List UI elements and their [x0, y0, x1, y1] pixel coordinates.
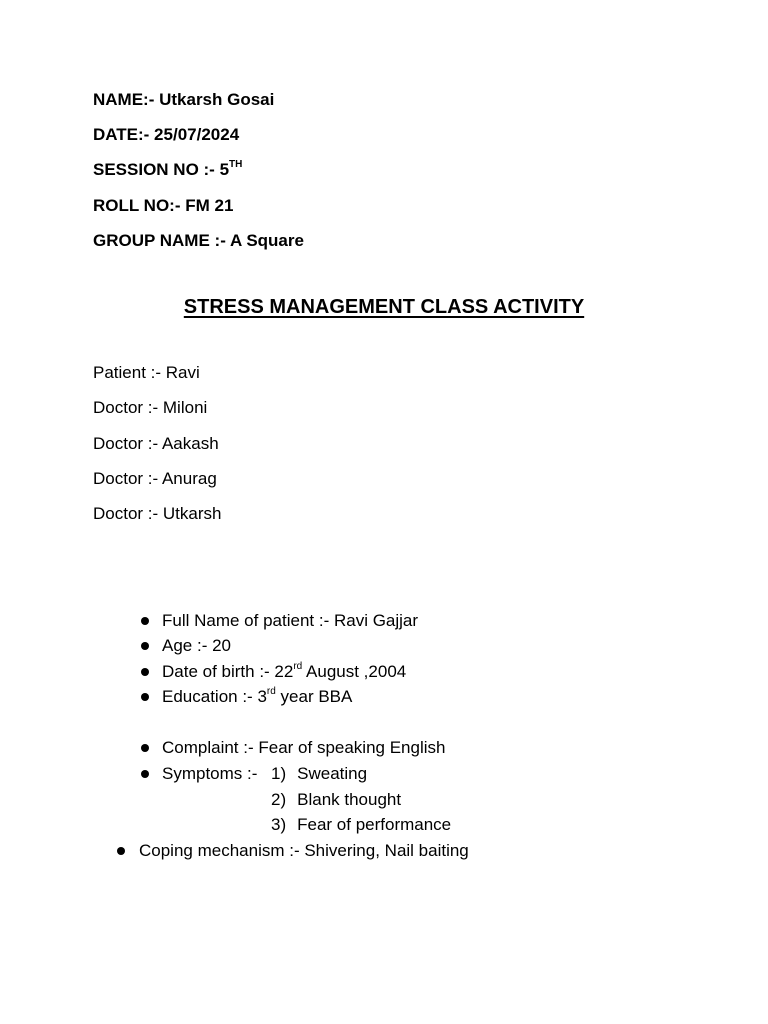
- date-line: DATE:- 25/07/2024: [93, 125, 240, 144]
- symptom-text: Blank thought: [297, 790, 402, 809]
- page-title: STRESS MANAGEMENT CLASS ACTIVITY: [183, 296, 585, 318]
- symptom-num: 2): [271, 790, 287, 809]
- participant-doctor-4: Doctor :- Utkarsh: [93, 504, 222, 523]
- edu-suffix: year BBA: [275, 687, 353, 706]
- group-line: GROUP NAME :- A Square: [93, 231, 304, 250]
- participant-doctor-3: Doctor :- Anurag: [93, 469, 217, 488]
- bullet-icon: [117, 847, 125, 855]
- participant-doctor-2: Doctor :- Aakash: [93, 434, 219, 453]
- symptom-text: Fear of performance: [297, 815, 452, 834]
- bullet-icon: [141, 693, 149, 701]
- symptom-num: 1): [271, 764, 287, 783]
- dob-sup: rd: [293, 661, 303, 673]
- coping-line: Coping mechanism :- Shivering, Nail baiting: [139, 841, 469, 860]
- edu-text: Education :- 3: [162, 687, 267, 706]
- symptom-text: Sweating: [297, 764, 368, 783]
- bullet-icon: [141, 744, 149, 752]
- participant-doctor-1: Doctor :- Miloni: [93, 398, 208, 417]
- symptoms-label: Symptoms :-: [162, 764, 258, 783]
- bullet-icon: [141, 770, 149, 778]
- complaint-line: Complaint :- Fear of speaking English: [162, 738, 446, 757]
- symptom-item-1: [271, 764, 367, 784]
- session-sup: TH: [229, 159, 243, 171]
- detail-dob: [162, 662, 406, 682]
- bullet-icon: [141, 668, 149, 676]
- dob-text: Date of birth :- 22: [162, 662, 294, 681]
- detail-age: Age :- 20: [162, 636, 231, 655]
- detail-full-name: Full Name of patient :- Ravi Gajjar: [162, 611, 419, 630]
- symptom-item-3: [271, 815, 451, 835]
- session-line: [93, 160, 242, 180]
- symptom-item-2: [271, 790, 401, 810]
- bullet-icon: [141, 642, 149, 650]
- detail-education: [162, 687, 352, 707]
- edu-sup: rd: [266, 686, 276, 698]
- symptom-num: 3): [271, 815, 287, 834]
- bullet-icon: [141, 617, 149, 625]
- participant-patient: Patient :- Ravi: [93, 363, 200, 382]
- student-name: NAME:- Utkarsh Gosai: [93, 90, 275, 109]
- dob-suffix: August ,2004: [302, 662, 407, 681]
- session-text: SESSION NO :- 5: [93, 160, 230, 179]
- roll-line: ROLL NO:- FM 21: [93, 196, 234, 215]
